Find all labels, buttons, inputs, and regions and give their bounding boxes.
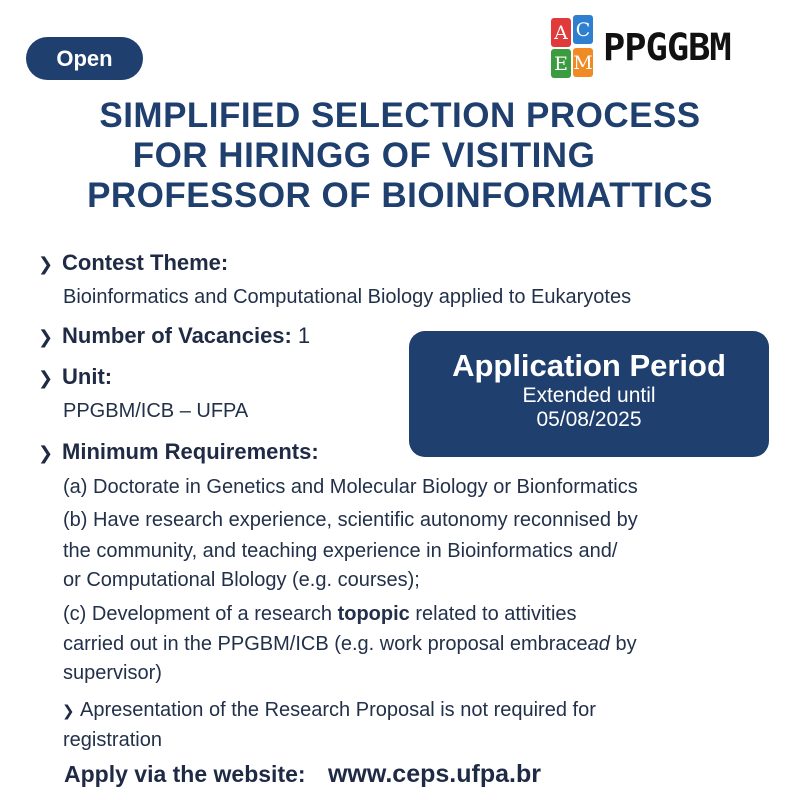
title-line-2: FOR HIRINGG OF VISITING xyxy=(132,136,596,175)
open-badge-label: Open xyxy=(56,45,113,71)
requirement-c2-post: by xyxy=(609,633,637,655)
unit-heading xyxy=(38,364,112,390)
requirements-heading xyxy=(38,439,319,465)
logo-block-c: C xyxy=(573,15,593,44)
title-line-1: SIMPLIFIED SELECTION PROCESS xyxy=(99,96,701,135)
requirement-note-line-1 xyxy=(62,696,596,726)
unit-label: Unit: xyxy=(62,364,113,389)
requirement-c-bold: topopic xyxy=(337,603,410,625)
requirement-c-post: related to attivities xyxy=(409,603,577,625)
requirement-b-line-1: (b) Have research experience, scientific autonomy reconnised by xyxy=(63,509,638,531)
unit-value: PPGBM/ICB – UFPA xyxy=(63,400,249,422)
logo-block-a: A xyxy=(551,18,571,47)
apply-line xyxy=(64,760,541,789)
requirement-c-line-1 xyxy=(63,600,577,629)
requirement-c-pre: (c) Development of a research xyxy=(63,603,338,625)
logo-block-e: E xyxy=(551,49,571,78)
logo-text: PPGGBM xyxy=(603,25,731,69)
requirement-c2-italic: ad xyxy=(587,633,610,655)
contest-theme-heading xyxy=(38,250,228,276)
requirement-note-line-2: registration xyxy=(63,729,162,751)
application-period-box xyxy=(409,331,769,457)
chevron-right-icon: ❯ xyxy=(38,327,54,347)
vacancies-value: 1 xyxy=(297,323,311,348)
application-period-line-1: Extended until xyxy=(522,384,656,407)
open-badge xyxy=(26,37,143,80)
requirement-c-line-3: supervisor) xyxy=(63,662,162,684)
chevron-right-icon: ❯ xyxy=(38,254,54,274)
requirement-note-text: Apresentation of the Research Proposal is not required for xyxy=(80,699,596,721)
application-period-date: 05/08/2025 xyxy=(536,408,642,431)
logo-letter-blocks xyxy=(551,15,595,79)
logo-block-m: M xyxy=(573,48,593,77)
title-line-3: PROFESSOR OF BIOINFORMATTICS xyxy=(87,176,713,215)
requirement-b-line-2: the community, and teaching experience in Bioinformatics and/ xyxy=(63,540,618,562)
vacancies-label: Number of Vacancies: xyxy=(62,323,292,348)
contest-theme-value: Bioinformatics and Computational Biology applied to Eukaryotes xyxy=(63,286,632,308)
vacancies-heading xyxy=(38,323,310,349)
chevron-right-icon: ❯ xyxy=(38,443,54,463)
chevron-right-icon: ❯ xyxy=(38,368,54,388)
requirement-a: (a) Doctorate in Genetics and Molecular Biology or Bionformatics xyxy=(63,476,638,498)
apply-label: Apply via the website: xyxy=(64,761,306,787)
requirements-label: Minimum Requirements: xyxy=(62,439,319,464)
application-period-title: Application Period xyxy=(452,348,726,383)
ppggbm-logo xyxy=(551,15,731,79)
requirement-c-line-2 xyxy=(63,630,637,659)
website-link[interactable]: www.ceps.ufpa.br xyxy=(327,760,541,788)
contest-theme-label: Contest Theme: xyxy=(62,250,229,275)
requirement-c2-pre: carried out in the PPGBM/ICB (e.g. work proposal embrace xyxy=(63,633,588,655)
page-title xyxy=(20,96,780,216)
requirement-b-line-3: or Computational Blology (e.g. courses); xyxy=(63,569,420,591)
chevron-right-icon: ❯ xyxy=(62,703,75,720)
